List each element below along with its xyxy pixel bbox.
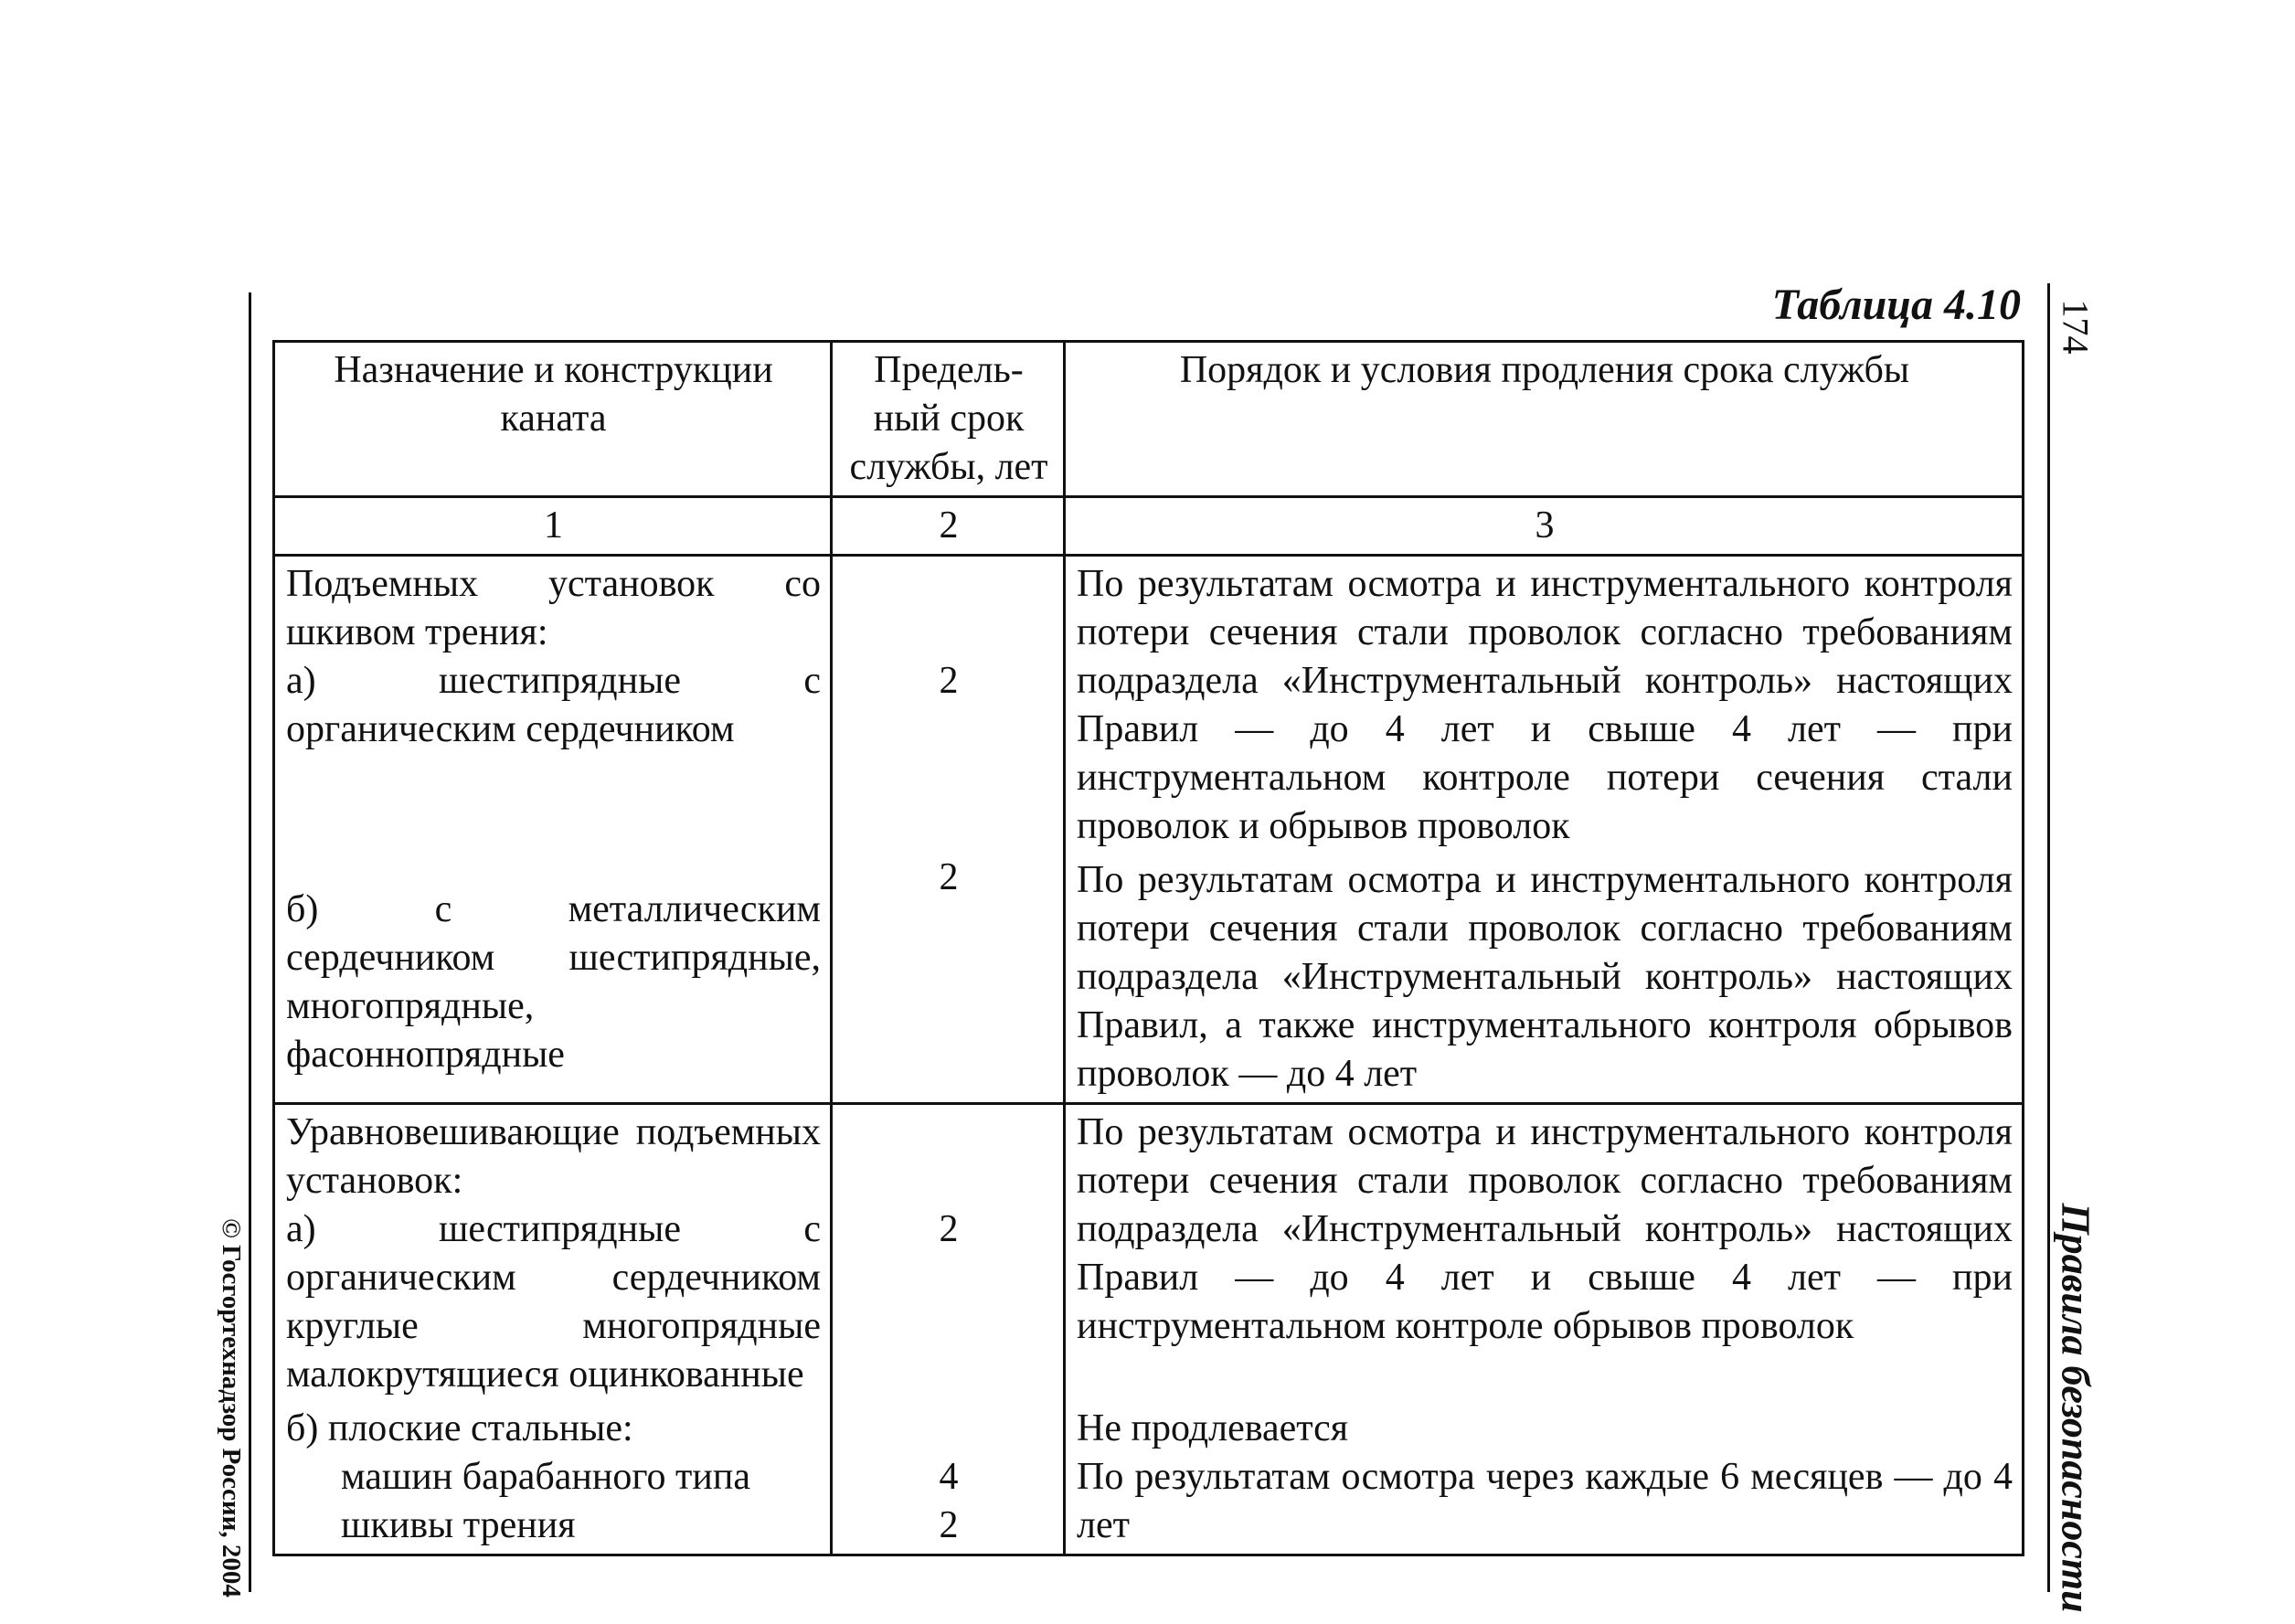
table-row-balance-ropes (274, 1104, 2024, 1555)
table-caption: Таблица 4.10 (1771, 281, 2021, 329)
left-margin-rule (249, 292, 251, 1592)
header-row (274, 342, 2024, 497)
header-life-line3: службы, лет (849, 446, 1048, 488)
copyright-sidebar (212, 1217, 249, 1597)
column-number-3: 3 (1065, 497, 2024, 556)
header-cell-extension: Порядок и условия продления срока службы (1065, 342, 2024, 497)
group2-b2-text: шкивы трения (341, 1504, 576, 1546)
header-life-line1: Предель- (874, 349, 1024, 391)
cell-friction-hoist-years (832, 556, 1065, 1104)
header-purpose-line1: Назначение и конструкции (334, 349, 773, 391)
group2-b1-years: 4 (939, 1456, 959, 1498)
header-purpose-line2: каната (500, 398, 607, 440)
header-life-line2: ный срок (873, 398, 1025, 440)
cell-balance-rope-types (274, 1104, 832, 1555)
group1-a-text: а) шестипрядные с органическим сердечником (286, 660, 821, 750)
group1-a-years: 2 (939, 660, 959, 702)
running-title-text: Правила безопасности (2053, 1202, 2098, 1613)
group2-b2-condition: По результатам осмотра через каждые 6 месяцев — до 4 лет (1077, 1456, 2013, 1546)
header-cell-service-life (832, 342, 1065, 497)
group2-a-text: а) шестипрядные с органическим сердечником круглые многопрядные малокрутящиеся оцинкованные (286, 1208, 821, 1396)
page-number (2050, 285, 2101, 367)
group1-b-text: б) с металлическим сердечником шестипрядные, многопрядные, фасоннопрядные (286, 888, 821, 1076)
group1-a-condition: По результатам осмотра и инструментального контроля потери сечения стали проволок согласно требованиям подраздела «Инструментальный контроль» настоящих Правил — до 4 лет и свыше 4 лет — при инструментальном контроле потери сечения стали проволок и обрывов проволок (1077, 563, 2013, 847)
cell-friction-hoist-conditions (1065, 556, 2024, 1104)
header-cell-purpose (274, 342, 832, 497)
copyright-text: © Госгортехнадзор России, 2004 (216, 1217, 246, 1597)
group2-a-condition: По результатам осмотра и инструментального контроля потери сечения стали проволок согласно требованиям подраздела «Инструментальный контроль» настоящих Правил — до 4 лет и свыше 4 лет — при инструментальном контроле обрывов проволок (1077, 1111, 2013, 1347)
rope-service-life-table (272, 340, 2024, 1556)
group2-title: Уравновешивающие подъемных установок: (286, 1111, 821, 1202)
group1-b-years: 2 (939, 856, 959, 898)
column-number-1: 1 (274, 497, 832, 556)
group2-a-years: 2 (939, 1208, 959, 1250)
column-number-row (274, 497, 2024, 556)
group2-b2-years: 2 (939, 1504, 959, 1546)
cell-balance-rope-conditions (1065, 1104, 2024, 1555)
cell-friction-hoist-types (274, 556, 832, 1104)
group2-b-text: б) плоские стальные: (286, 1407, 633, 1449)
column-number-2: 2 (832, 497, 1065, 556)
group1-title: Подъемных установок со шкивом трения: (286, 563, 821, 653)
group2-b1-condition: Не продлевается (1077, 1407, 1349, 1449)
running-title-sidebar (2049, 1202, 2102, 1613)
group2-b1-text: машин барабанного типа (341, 1456, 750, 1498)
table-row-friction-hoists (274, 556, 2024, 1104)
cell-balance-rope-years (832, 1104, 1065, 1555)
page-number-text: 174 (2055, 299, 2097, 354)
group1-b-condition: По результатам осмотра и инструментального контроля потери сечения стали проволок согласно требованиям подраздела «Инструментальный контроль» настоящих Правил, а также инструментального контроля обрывов проволок — до 4 лет (1077, 859, 2013, 1095)
